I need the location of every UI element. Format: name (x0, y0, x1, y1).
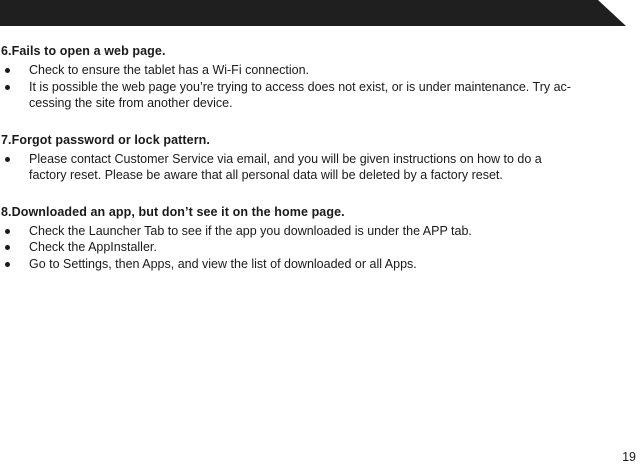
header-bar (0, 0, 642, 28)
bullet-list (0, 151, 625, 184)
bullet-icon (5, 85, 10, 90)
list-item (0, 256, 625, 273)
list-item (0, 239, 625, 256)
section-fails-to-open-web-page (0, 43, 625, 112)
bullet-list (0, 223, 625, 273)
page-number: 19 (622, 450, 636, 464)
bullet-icon (5, 157, 10, 162)
list-item-text: Please contact Customer Service via email, and you will be given instructions on how to do a factory reset. Please be aware that all personal data will be deleted by a factory reset. (29, 151, 542, 182)
bullet-icon (5, 245, 10, 250)
list-item (0, 151, 625, 184)
bullet-icon (5, 68, 10, 73)
section-heading: 6.Fails to open a web page. (1, 44, 166, 58)
section-forgot-password (0, 132, 625, 184)
bullet-icon (5, 229, 10, 234)
bullet-list (0, 62, 625, 112)
header-bar-shape (0, 0, 642, 28)
list-item (0, 62, 625, 79)
list-item-text: Check the AppInstaller. (29, 240, 157, 254)
list-item-text: Go to Settings, then Apps, and view the list of downloaded or all Apps. (29, 256, 417, 271)
section-downloaded-app (0, 204, 625, 273)
list-item-text: Check to ensure the tablet has a Wi-Fi connection. (29, 63, 310, 77)
list-item-text: It is possible the web page you’re trying to access does not exist, or is under maintenance. Try ac-cessing the site from another device. (29, 79, 571, 110)
list-item (0, 79, 625, 112)
bullet-icon (5, 262, 10, 267)
document-body (0, 43, 625, 272)
section-heading: 7.Forgot password or lock pattern. (1, 132, 210, 147)
list-item-text: Check the Launcher Tab to see if the app you downloaded is under the APP tab. (29, 223, 472, 238)
list-item (0, 223, 625, 240)
section-heading: 8.Downloaded an app, but don’t see it on the home page. (1, 204, 345, 219)
